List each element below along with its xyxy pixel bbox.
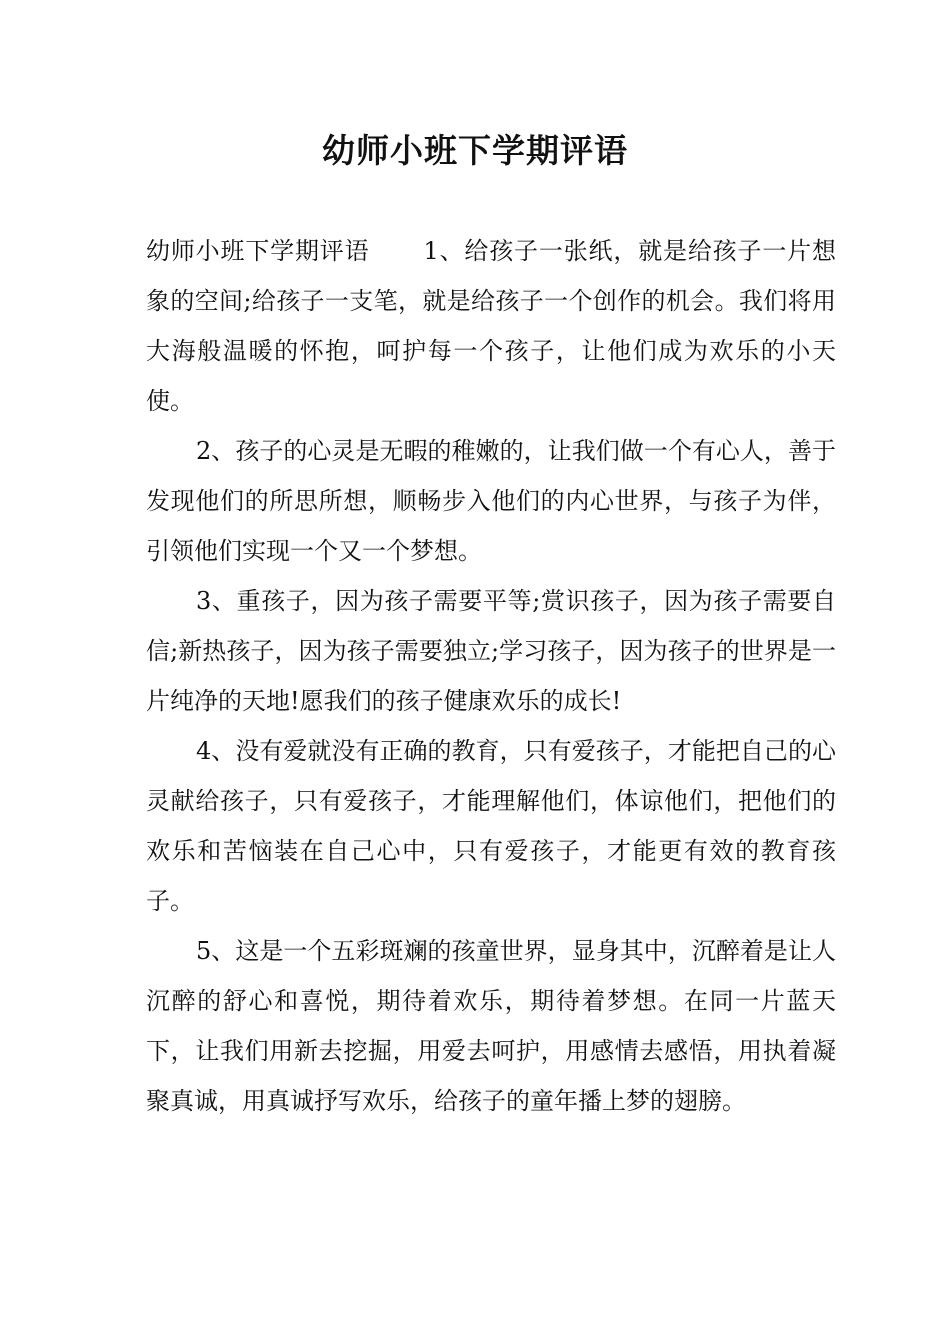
paragraph-1 [146, 226, 836, 426]
paragraph-4: 4、没有爱就没有正确的教育，只有爱孩子，才能把自己的心灵献给孩子，只有爱孩子，才能理解他们，体谅他们，把他们的欢乐和苦恼装在自己心中，只有爱孩子，才能更有效的教育孩子。 [146, 737, 836, 915]
paragraph-1-text: 1、给孩子一张纸，就是给孩子一片想象的空间;给孩子一支笔，就是给孩子一个创作的机会。我们将用大海般温暖的怀抱，呵护每一个孩子，让他们成为欢乐的小天使。 [146, 237, 836, 415]
paragraph-2: 2、孩子的心灵是无暇的稚嫩的，让我们做一个有心人，善于发现他们的所思所想，顺畅步入他们的内心世界，与孩子为伴，引领他们实现一个又一个梦想。 [146, 437, 836, 565]
lead-label: 幼师小班下学期评语 [146, 237, 370, 265]
paragraph-3: 3、重孩子，因为孩子需要平等;赏识孩子，因为孩子需要自信;新热孩子，因为孩子需要独立;学习孩子，因为孩子的世界是一片纯净的天地!愿我们的孩子健康欢乐的成长! [146, 587, 836, 715]
paragraph-5: 5、这是一个五彩斑斓的孩童世界，显身其中，沉醉着是让人沉醉的舒心和喜悦，期待着欢乐，期待着梦想。在同一片蓝天下，让我们用新去挖掘，用爱去呵护，用感情去感悟，用执着凝聚真诚，用真诚抒写欢乐，给孩子的童年播上梦的翅膀。 [146, 937, 836, 1115]
document-title: 幼师小班下学期评语 [322, 131, 628, 170]
document-body [146, 226, 836, 1126]
